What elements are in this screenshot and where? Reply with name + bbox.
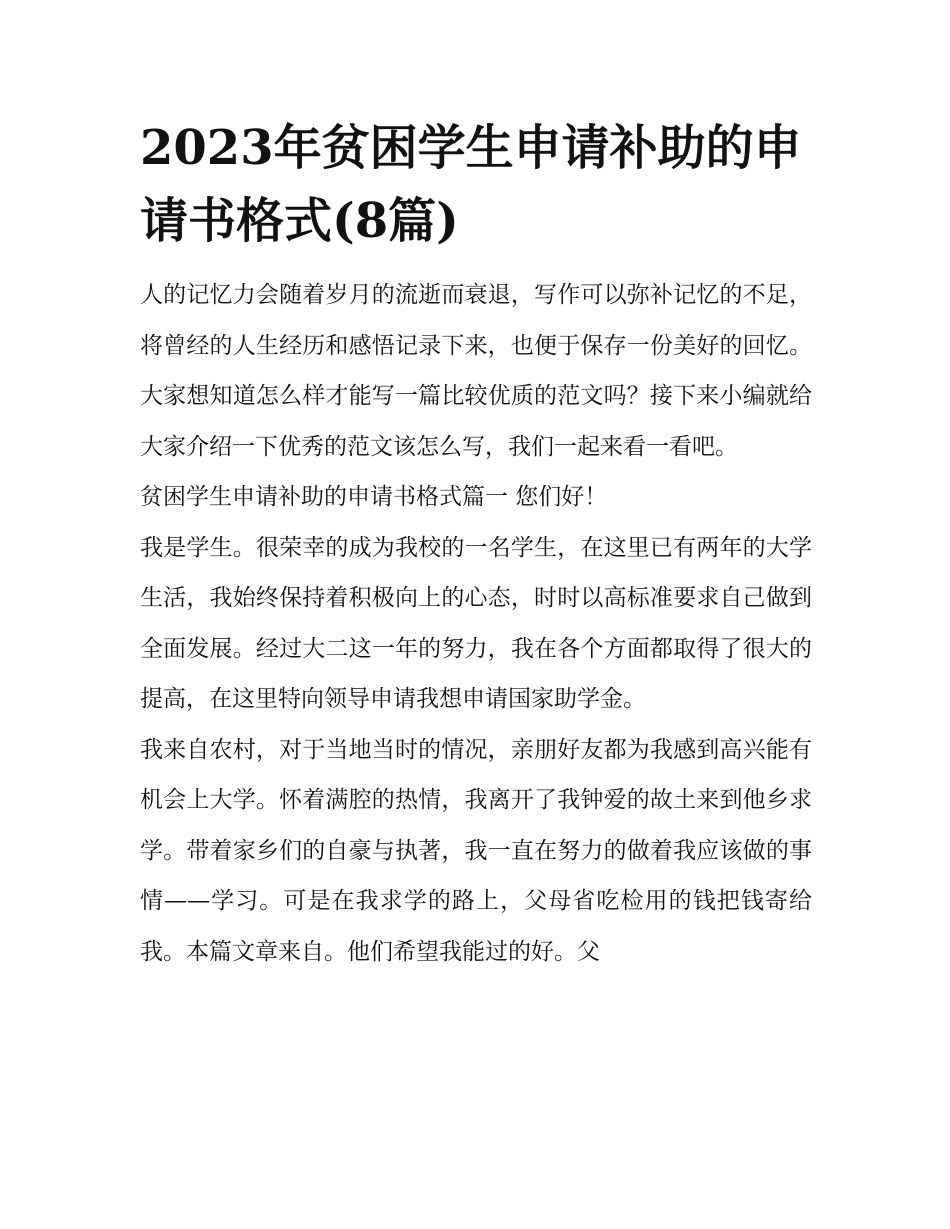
document-page (140, 112, 812, 977)
paragraph-section-heading: 贫困学生申请补助的申请书格式篇一 您们好！ (140, 484, 608, 510)
document-title: 2023年贫困学生申请补助的申请书格式(8篇) (140, 120, 802, 249)
document-body (140, 270, 812, 977)
paragraph-intro: 人的记忆力会随着岁月的流逝而衰退，写作可以弥补记忆的不足，将曾经的人生经历和感悟记录下来，也便于保存一份美好的回忆。大家想知道怎么样才能写一篇比较优质的范文吗？接下来小编就给大家介绍一下优秀的范文该怎么写，我们一起来看一看吧。 (140, 282, 812, 460)
paragraph-family-background: 我来自农村，对于当地当时的情况，亲朋好友都为我感到高兴能有机会上大学。怀着满腔的热情，我离开了我钟爱的故土来到他乡求学。带着家乡们的自豪与执著，我一直在努力的做着我应该做的事情——学习。可是在我求学的路上，父母省吃检用的钱把钱寄给我。本篇文章来自。他们希望我能过的好。父 (140, 736, 812, 965)
paragraph-self-introduction: 我是学生。很荣幸的成为我校的一名学生，在这里已有两年的大学生活，我始终保持着积极向上的心态，时时以高标准要求自己做到全面发展。经过大二这一年的努力，我在各个方面都取得了很大的提高，在这里特向领导申请我想申请国家助学金。 (140, 534, 812, 712)
